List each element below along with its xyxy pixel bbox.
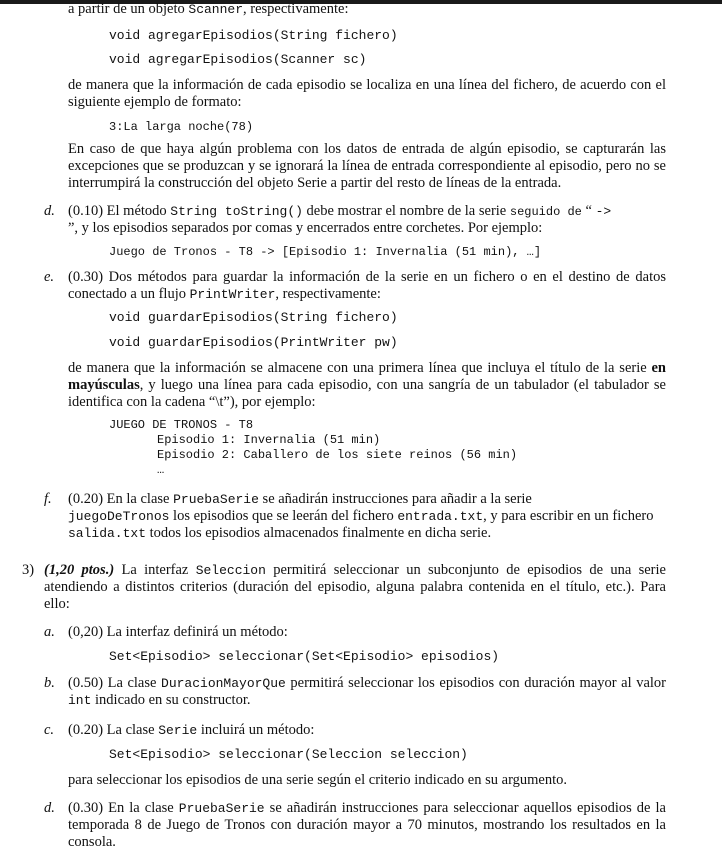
intro-line: a partir de un objeto Scanner, respectivamente: [68, 1, 349, 17]
list-label: f. [44, 491, 52, 507]
code-line: void guardarEpisodios(PrintWriter pw) [109, 335, 398, 350]
paragraph: ”, y los episodios separados por comas y encerrados entre corchetes. Por ejemplo: [68, 220, 543, 236]
list-label: e. [44, 269, 55, 285]
list-item-3d: (0.30) En la clase PruebaSerie se añadirán instrucciones para seleccionar aquellos episodios de la temporada 8 de Juego de Tronos con duración mayor a 70 minutos, mostrando los resultados en la consola. [68, 800, 666, 850]
list-label: d. [44, 800, 55, 816]
list-item-3b: (0.50) La clase DuracionMayorQue permitirá seleccionar los episodios con duración mayor al valor int indicado en su constructor. [68, 675, 666, 708]
paragraph: En caso de que haya algún problema con los datos de entrada de algún episodio, se capturarán las excepciones que se produzcan y se ignorará la línea de entrada correspondiente al episodio, pero no se interrumpirá la construcción del objeto Serie a partir del resto de líneas de la entrada. [68, 141, 666, 191]
list-item-f-line3: salida.txt todos los episodios almacenados finalmente en dicha serie. [68, 525, 492, 541]
question-3: (1,20 ptos.) La interfaz Seleccion permitirá seleccionar un subconjunto de episodios de una serie atendiendo a distintos criterios (duración del episodio, alguna palabra contenida en el título, etc.). Para ello: [44, 562, 666, 612]
output-line: Episodio 2: Caballero de los siete reinos (56 min) [157, 448, 518, 462]
code-line: Set<Episodio> seleccionar(Set<Episodio> episodios) [109, 649, 500, 664]
paragraph: para seleccionar los episodios de una serie según el criterio indicado en su argumento. [68, 772, 568, 788]
list-item-d: (0.10) El método String toString() debe mostrar el nombre de la serie seguido de “ -> [68, 203, 612, 219]
list-label: a. [44, 624, 55, 640]
code-line: void agregarEpisodios(String fichero) [109, 28, 398, 43]
output-line: JUEGO DE TRONOS - T8 [109, 418, 254, 432]
paragraph: de manera que la información se almacene con una primera línea que incluya el título de la serie en mayúsculas, y luego una línea para cada episodio, con una sangría de un tabulador (el tabulador se identifica con la cadena “\t”), por ejemplo: [68, 360, 666, 410]
list-label: b. [44, 675, 55, 691]
output-line: … [157, 463, 165, 477]
code-line: Juego de Tronos - T8 -> [Episodio 1: Invernalia (51 min), …] [109, 245, 542, 259]
list-item-e: (0.30) Dos métodos para guardar la información de la serie en un fichero o en el destino de datos conectado a un flujo PrintWriter, respectivamente: [68, 269, 666, 302]
list-item-3a: (0,20) La interfaz definirá un método: [68, 624, 288, 640]
code-line: Set<Episodio> seleccionar(Seleccion seleccion) [109, 747, 468, 762]
list-label: d. [44, 203, 55, 219]
output-line: Episodio 1: Invernalia (51 min) [157, 433, 381, 447]
code-line: void guardarEpisodios(String fichero) [109, 310, 398, 325]
question-number: 3) [22, 562, 35, 578]
list-item-f: (0.20) En la clase PruebaSerie se añadirán instrucciones para añadir a la serie [68, 491, 532, 507]
list-item-3c: (0.20) La clase Serie incluirá un método: [68, 722, 315, 738]
inline-code: Scanner [188, 2, 243, 17]
code-line: void agregarEpisodios(Scanner sc) [109, 52, 367, 67]
paragraph: de manera que la información de cada episodio se localiza en una línea del fichero, de acuerdo con el siguiente ejemplo de formato: [68, 77, 666, 110]
list-label: c. [44, 722, 55, 738]
list-item-f-line2: juegoDeTronos los episodios que se leerán del fichero entrada.txt, y para escribir en un fichero [68, 508, 654, 524]
code-line: 3:La larga noche(78) [109, 120, 254, 134]
